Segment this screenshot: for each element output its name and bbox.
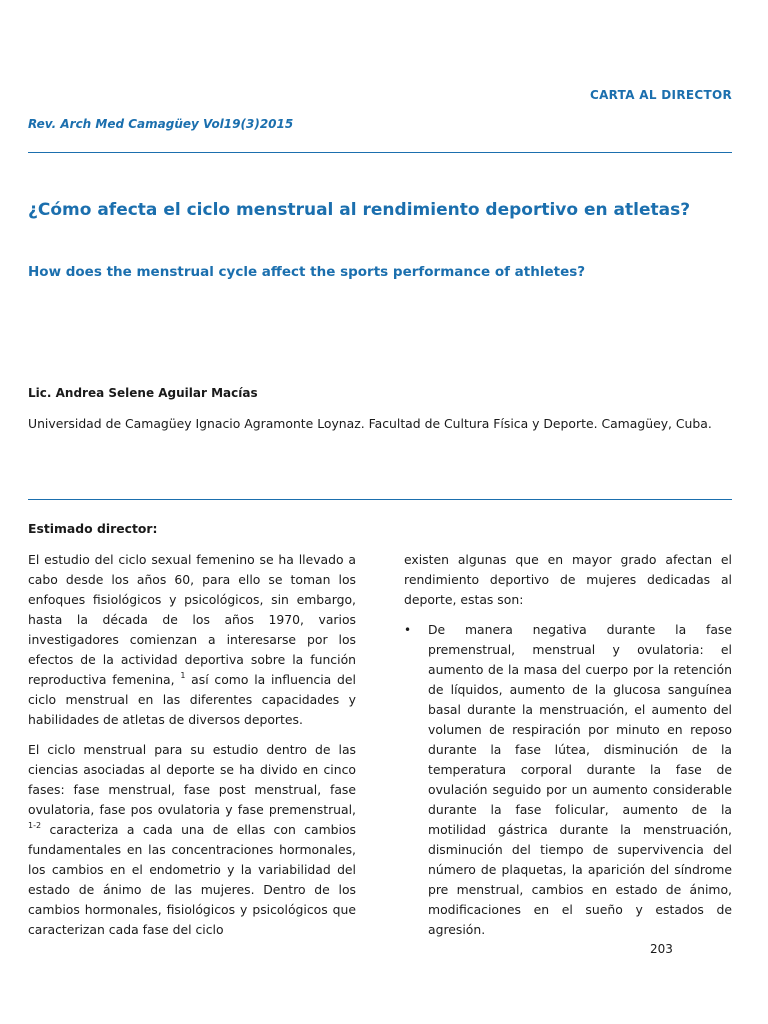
header-divider bbox=[28, 152, 732, 153]
bullet-icon: • bbox=[404, 623, 412, 637]
paragraph-2-part-a: El ciclo menstrual para su estudio dentro de las ciencias asociadas al deporte se ha divido en cinco fases: fase menstrual, fase post menstrual, fase ovulatoria, fase pos ovulatoria y fase premenstrual, bbox=[28, 742, 356, 817]
section-label: CARTA AL DIRECTOR bbox=[589, 88, 732, 102]
right-column bbox=[404, 550, 732, 940]
author-name: Lic. Andrea Selene Aguilar Macías bbox=[28, 386, 258, 400]
title-english: How does the menstrual cycle affect the sports performance of athletes? bbox=[28, 264, 586, 280]
author-divider bbox=[28, 499, 732, 500]
paragraph-2 bbox=[28, 740, 356, 940]
salutation: Estimado director: bbox=[28, 521, 158, 536]
bullet-text: De manera negativa durante la fase premenstrual, menstrual y ovulatoria: el aumento de la masa del cuerpo por la retención de líquidos, aumento de la glucosa sanguínea basal durante la menstruación, el aumento del volumen de respiración por minuto en reposo durante la fase lútea, disminución de la temperatura corporal durante la fase de ovulación seguido por un aumento considerable durante la fase folicular, aumento de la motilidad gástrica durante la menstruación, disminución del tiempo de supervivencia del número de plaquetas, la aparición del síndrome pre menstrual, cambios en estado de ánimo, modificaciones en el sueño y estados de agresión. bbox=[428, 622, 732, 937]
paragraph-1-part-b: así como la influencia del ciclo menstrual en las diferentes capacidades y habilidades de atletas de diversos deportes. bbox=[28, 672, 356, 727]
paragraph-1-part-a: El estudio del ciclo sexual femenino se ha llevado a cabo desde los años 60, para ello se toman los enfoques fisiológicos y psicológicos, sin embargo, hasta la década de los años 1970, varios investigadores comienzan a interesarse por los efectos de la actividad deportiva sobre la función reproductiva femenina, bbox=[28, 552, 356, 687]
bullet-list bbox=[404, 620, 732, 940]
paragraph-2-part-b: caracteriza a cada una de ellas con cambios fundamentales en las concentraciones hormonales, los cambios en el endometrio y la variabilidad del estado de ánimo de las mujeres. Dentro de los cambios hormonales, fisiológicos y psicológicos que caracterizan cada fase del ciclo bbox=[28, 822, 356, 937]
title-spanish: ¿Cómo afecta el ciclo menstrual al rendimiento deportivo en atletas? bbox=[28, 200, 691, 220]
left-column bbox=[28, 550, 356, 950]
page-number: 203 bbox=[650, 942, 673, 956]
paragraph-3: existen algunas que en mayor grado afectan el rendimiento deportivo de mujeres dedicadas al deporte, estas son: bbox=[404, 552, 732, 607]
author-affiliation: Universidad de Camagüey Ignacio Agramonte Loynaz. Facultad de Cultura Física y Deporte. Camagüey, Cuba. bbox=[28, 416, 712, 431]
list-item bbox=[404, 620, 732, 940]
paragraph-1 bbox=[28, 550, 356, 730]
reference-superscript: 1-2 bbox=[28, 821, 42, 830]
reference-superscript: 1 bbox=[180, 671, 186, 680]
journal-citation: Rev. Arch Med Camagüey Vol19(3)2015 bbox=[28, 117, 294, 131]
